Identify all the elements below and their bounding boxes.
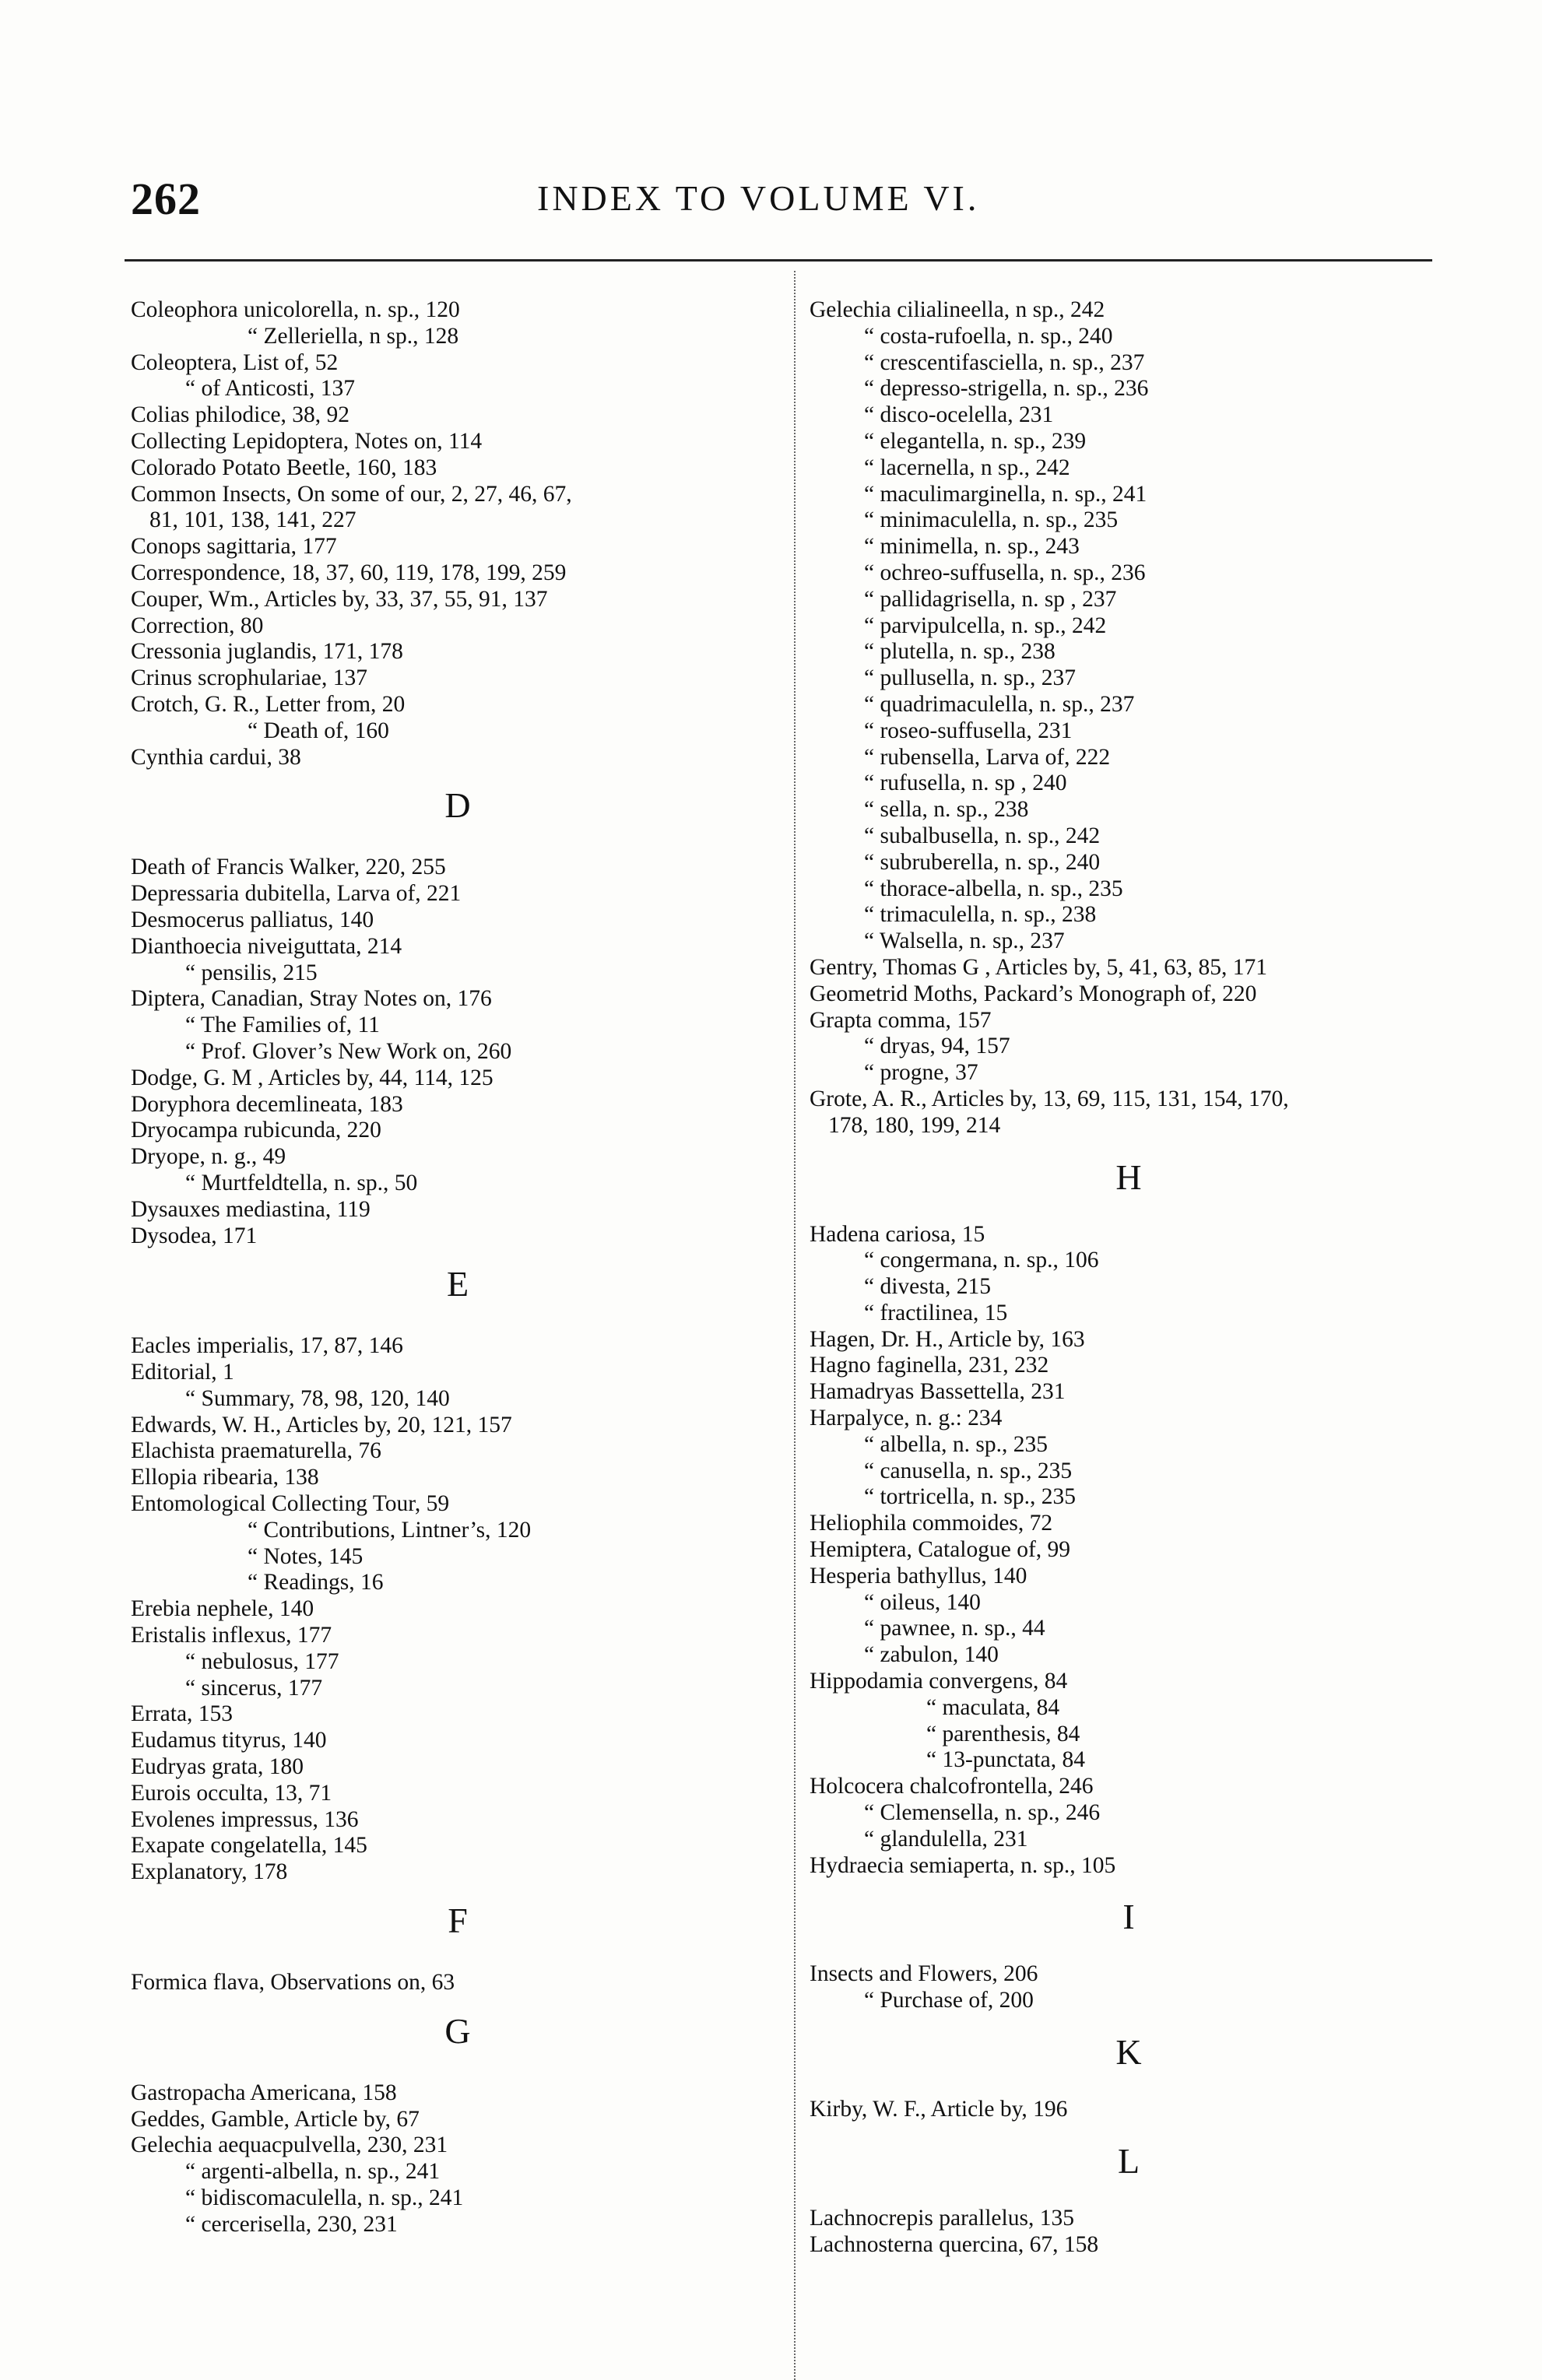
index-entry: Elachista praematurella, 76 <box>131 1438 381 1464</box>
index-entry: Colias philodice, 38, 92 <box>131 402 350 428</box>
section-letter: L <box>1117 2140 1140 2181</box>
index-entry: “ sincerus, 177 <box>185 1675 323 1701</box>
index-entry: “ The Families of, 11 <box>185 1013 380 1038</box>
index-entry: Ellopia ribearia, 138 <box>131 1465 319 1490</box>
index-entry: “ parenthesis, 84 <box>926 1721 1080 1746</box>
index-entry: “ Contributions, Lintner’s, 120 <box>248 1517 532 1543</box>
index-entry: “ tortricella, n. sp., 235 <box>864 1484 1076 1510</box>
index-entry: Explanatory, 178 <box>131 1859 288 1885</box>
index-entry: Hesperia bathyllus, 140 <box>810 1563 1027 1588</box>
index-entry: Diptera, Canadian, Stray Notes on, 176 <box>131 986 492 1012</box>
column-divider <box>794 271 796 2380</box>
index-entry: “ bidiscomaculella, n. sp., 241 <box>185 2185 464 2211</box>
index-entry: Errata, 153 <box>131 1701 234 1727</box>
index-entry: Desmocerus palliatus, 140 <box>131 907 374 932</box>
index-entry: Lachnocrepis parallelus, 135 <box>810 2205 1074 2231</box>
index-entry: “ costa-rufoella, n. sp., 240 <box>864 323 1113 349</box>
index-entry: Editorial, 1 <box>131 1360 234 1385</box>
index-entry: Colorado Potato Beetle, 160, 183 <box>131 455 437 480</box>
index-entry: “ maculata, 84 <box>926 1694 1060 1720</box>
index-entry: “ pawnee, n. sp., 44 <box>864 1616 1045 1641</box>
index-entry: Common Insects, On some of our, 2, 27, 46, 67, <box>131 481 572 507</box>
index-entry: “ argenti-albella, n. sp., 241 <box>185 2159 441 2185</box>
index-entry: “ rufusella, n. sp , 240 <box>864 771 1067 796</box>
index-entry: Coleophora unicolorella, n. sp., 120 <box>131 297 460 322</box>
index-entry: Dryocampa rubicunda, 220 <box>131 1118 381 1143</box>
index-entry: “ Zelleriella, n sp., 128 <box>248 323 459 349</box>
index-entry: Eurois occulta, 13, 71 <box>131 1780 332 1806</box>
header-rule <box>125 259 1432 262</box>
page-number: 262 <box>131 174 201 224</box>
index-entry: “ minimella, n. sp., 243 <box>864 534 1080 560</box>
index-entry: Exapate congelatella, 145 <box>131 1833 367 1859</box>
index-entry: 81, 101, 138, 141, 227 <box>149 507 357 533</box>
index-entry: “ plutella, n. sp., 238 <box>864 639 1056 665</box>
index-entry: Geometrid Moths, Packard’s Monograph of, 220 <box>810 981 1257 1006</box>
index-entry: Harpalyce, n. g.: 234 <box>810 1406 1003 1431</box>
index-entry: “ Prof. Glover’s New Work on, 260 <box>185 1038 512 1064</box>
index-entry: Gelechia aequacpulvella, 230, 231 <box>131 2133 448 2158</box>
index-entry: Eacles imperialis, 17, 87, 146 <box>131 1333 403 1359</box>
index-entry: Cressonia juglandis, 171, 178 <box>131 639 403 665</box>
index-entry: Dysauxes mediastina, 119 <box>131 1196 371 1222</box>
index-entry: Crinus scrophulariae, 137 <box>131 665 367 691</box>
index-entry: Hippodamia convergens, 84 <box>810 1669 1068 1694</box>
index-entry: Dodge, G. M , Articles by, 44, 114, 125 <box>131 1065 494 1090</box>
index-entry: Edwards, W. H., Articles by, 20, 121, 157 <box>131 1412 512 1437</box>
index-entry: “ roseo-suffusella, 231 <box>864 718 1073 743</box>
index-entry: Gentry, Thomas G , Articles by, 5, 41, 63, 85, 171 <box>810 954 1268 980</box>
index-entry: Eudryas grata, 180 <box>131 1754 304 1780</box>
index-entry: “ subruberella, n. sp., 240 <box>864 849 1101 875</box>
section-letter: E <box>446 1264 469 1304</box>
section-letter: F <box>448 1901 468 1941</box>
index-entry: “ canusella, n. sp., 235 <box>864 1458 1073 1483</box>
index-entry: Hamadryas Bassettella, 231 <box>810 1379 1066 1405</box>
index-entry: Holcocera chalcofrontella, 246 <box>810 1774 1094 1799</box>
index-entry: Dryope, n. g., 49 <box>131 1144 286 1170</box>
index-entry: “ crescentifasciella, n. sp., 237 <box>864 349 1145 375</box>
index-entry: Erebia nephele, 140 <box>131 1596 314 1622</box>
index-entry: “ Death of, 160 <box>248 718 389 743</box>
index-entry: Eristalis inflexus, 177 <box>131 1623 332 1648</box>
index-entry: Dysodea, 171 <box>131 1223 258 1248</box>
index-entry: “ rubensella, Larva of, 222 <box>864 744 1111 770</box>
index-entry: “ Notes, 145 <box>248 1543 364 1569</box>
index-entry: Hagen, Dr. H., Article by, 163 <box>810 1326 1085 1352</box>
index-entry: Correction, 80 <box>131 613 264 638</box>
index-entry: “ divesta, 215 <box>864 1274 992 1300</box>
index-column-left <box>131 297 785 2238</box>
index-entry: Grapta comma, 157 <box>810 1007 992 1033</box>
index-entry: “ subalbusella, n. sp., 242 <box>864 823 1101 848</box>
index-entry: Formica flava, Observations on, 63 <box>131 1970 455 1996</box>
index-entry: Dianthoecia niveiguttata, 214 <box>131 933 402 959</box>
index-entry: Evolenes impressus, 136 <box>131 1806 359 1832</box>
section-letter: H <box>1115 1157 1142 1197</box>
index-entry: “ nebulosus, 177 <box>185 1648 339 1674</box>
index-entry: “ thorace-albella, n. sp., 235 <box>864 876 1123 901</box>
section-letter: G <box>444 2010 471 2051</box>
index-entry: Coleoptera, List of, 52 <box>131 349 339 375</box>
index-entry: “ of Anticosti, 137 <box>185 376 355 402</box>
section-letter: D <box>444 785 471 826</box>
index-entry: Geddes, Gamble, Article by, 67 <box>131 2106 420 2132</box>
index-entry: Eudamus tityrus, 140 <box>131 1728 327 1753</box>
index-entry: Heliophila commoides, 72 <box>810 1511 1053 1536</box>
index-entry: Gelechia cilialineella, n sp., 242 <box>810 297 1105 322</box>
index-entry: Hydraecia semiaperta, n. sp., 105 <box>810 1852 1116 1878</box>
index-entry: Hemiptera, Catalogue of, 99 <box>810 1537 1071 1563</box>
index-entry: Lachnosterna quercina, 67, 158 <box>810 2231 1099 2257</box>
index-entry: “ elegantella, n. sp., 239 <box>864 428 1087 454</box>
index-entry: “ disco-ocelella, 231 <box>864 402 1054 428</box>
index-entry: Collecting Lepidoptera, Notes on, 114 <box>131 428 483 454</box>
index-entry: “ dryas, 94, 157 <box>864 1034 1010 1059</box>
index-entry: “ Summary, 78, 98, 120, 140 <box>185 1385 450 1411</box>
index-entry: Hagno faginella, 231, 232 <box>810 1353 1049 1378</box>
index-entry: “ cercerisella, 230, 231 <box>185 2211 398 2237</box>
index-entry: “ glandulella, 231 <box>864 1826 1028 1852</box>
index-entry: “ quadrimaculella, n. sp., 237 <box>864 691 1135 717</box>
index-entry: Conops sagittaria, 177 <box>131 534 337 560</box>
index-entry: Depressaria dubitella, Larva of, 221 <box>131 881 462 907</box>
index-entry: “ zabulon, 140 <box>864 1642 999 1668</box>
index-entry: “ congermana, n. sp., 106 <box>864 1248 1099 1273</box>
index-entry: “ pallidagrisella, n. sp , 237 <box>864 586 1117 612</box>
index-entry: “ depresso-strigella, n. sp., 236 <box>864 376 1149 402</box>
index-entry: Crotch, G. R., Letter from, 20 <box>131 691 406 717</box>
section-letter: I <box>1122 1897 1135 1937</box>
index-entry: Gastropacha Americana, 158 <box>131 2080 397 2105</box>
index-entry: “ albella, n. sp., 235 <box>864 1431 1048 1457</box>
index-column-right <box>810 297 1448 2258</box>
index-entry: “ parvipulcella, n. sp., 242 <box>864 613 1107 638</box>
index-entry: Cynthia cardui, 38 <box>131 744 301 770</box>
index-entry: “ pensilis, 215 <box>185 960 318 985</box>
index-entry: “ oileus, 140 <box>864 1589 981 1615</box>
index-entry: “ Clemensella, n. sp., 246 <box>864 1800 1101 1826</box>
section-letter: K <box>1115 2032 1142 2073</box>
index-entry: Doryphora decemlineata, 183 <box>131 1091 403 1117</box>
running-title: INDEX TO VOLUME VI. <box>537 178 980 218</box>
index-entry: Correspondence, 18, 37, 60, 119, 178, 199, 259 <box>131 560 567 585</box>
index-entry: “ Murtfeldtella, n. sp., 50 <box>185 1170 418 1195</box>
index-entry: “ pullusella, n. sp., 237 <box>864 665 1077 691</box>
index-entry: “ minimaculella, n. sp., 235 <box>864 507 1119 533</box>
index-entry: “ lacernella, n sp., 242 <box>864 455 1070 480</box>
index-entry: “ trimaculella, n. sp., 238 <box>864 902 1097 928</box>
index-entry: “ sella, n. sp., 238 <box>864 797 1029 823</box>
index-entry: Couper, Wm., Articles by, 33, 37, 55, 91, 137 <box>131 586 548 612</box>
index-entry: 178, 180, 199, 214 <box>828 1112 1001 1138</box>
index-entry: Grote, A. R., Articles by, 13, 69, 115, 131, 154, 170, <box>810 1086 1289 1111</box>
index-entry: Hadena cariosa, 15 <box>810 1221 985 1247</box>
index-entry: “ Purchase of, 200 <box>864 1988 1034 2013</box>
index-entry: “ maculimarginella, n. sp., 241 <box>864 481 1147 507</box>
index-entry: Death of Francis Walker, 220, 255 <box>131 855 446 880</box>
index-entry: “ Walsella, n. sp., 237 <box>864 928 1065 954</box>
index-entry: Kirby, W. F., Article by, 196 <box>810 2097 1068 2122</box>
index-entry: “ ochreo-suffusella, n. sp., 236 <box>864 560 1146 585</box>
index-entry: “ progne, 37 <box>864 1060 978 1086</box>
index-entry: Insects and Flowers, 206 <box>810 1961 1038 1987</box>
index-entry: “ fractilinea, 15 <box>864 1300 1008 1325</box>
index-entry: “ Readings, 16 <box>248 1570 384 1595</box>
index-entry: “ 13-punctata, 84 <box>926 1747 1085 1773</box>
index-entry: Entomological Collecting Tour, 59 <box>131 1491 450 1517</box>
